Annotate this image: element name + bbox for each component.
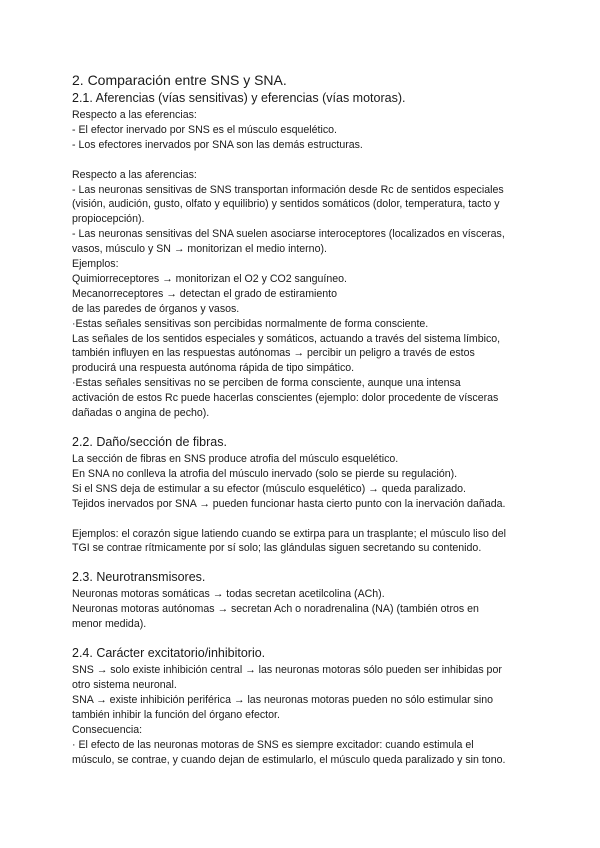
aferencias-line: Ejemplos: — [72, 258, 119, 271]
aferencias-line: Quimiorreceptores → monitorizan el O2 y CO2 sanguíneo. — [72, 272, 347, 285]
eferencias-line: - Los efectores inervados por SNA son las demás estructuras. — [72, 138, 363, 151]
excitatory-line: SNA → existe inhibición periférica → las neuronas motoras pueden no sólo estimular sino — [72, 693, 494, 706]
aferencias-line: vasos, músculo y SN → monitorizan el medio interno). — [72, 243, 327, 256]
excitatory-line: músculo, se contrae, y cuando dejan de estimularlo, el músculo queda paralizado y sin tono. — [72, 753, 506, 766]
excitatory-line: otro sistema neuronal. — [72, 678, 177, 691]
aferencias-line: propiocepción). — [72, 213, 145, 226]
damage-line: Si el SNS deja de estimular a su efector (músculo esquelético) → queda paralizado. — [72, 482, 466, 495]
subsection-title-2-4: 2.4. Carácter excitatorio/inhibitorio. — [72, 646, 266, 661]
eferencias-intro: Respecto a las eferencias: — [72, 109, 197, 121]
aferencias-line: - Las neuronas sensitivas del SNA suelen asociarse interoceptores (localizados en vísceras, — [72, 228, 505, 241]
eferencias-line: - El efector inervado por SNS es el músculo esquelético. — [72, 123, 337, 136]
damage-example-line: Ejemplos: el corazón sigue latiendo cuando se extirpa para un trasplante; el músculo liso del — [72, 527, 507, 540]
aferencias-line: producirá una respuesta autónoma rápida de tipo simpático. — [72, 362, 355, 375]
aferencias-line: ·Estas señales sensitivas son percibidas normalmente de forma consciente. — [72, 317, 429, 330]
subsection-title-2-3: 2.3. Neurotransmisores. — [72, 570, 206, 585]
damage-example-line: TGI se contrae rítmicamente por sí solo; las glándulas siguen secretando su contenido. — [72, 542, 482, 555]
aferencias-line: dañadas o angina de pecho). — [72, 407, 210, 420]
aferencias-line: Mecanorreceptores → detectan el grado de estiramiento — [72, 287, 337, 300]
subsection-title-2-1: 2.1. Aferencias (vías sensitivas) y eferencias (vías motoras). — [72, 91, 406, 105]
neurotransmitter-line: Neuronas motoras somáticas → todas secretan acetilcolina (ACh). — [72, 588, 385, 601]
aferencias-intro: Respecto a las aferencias: — [72, 168, 197, 181]
section-title: 2. Comparación entre SNS y SNA. — [72, 72, 287, 88]
neurotransmitter-line: Neuronas motoras autónomas → secretan Ach o noradrenalina (NA) (también otros en — [72, 603, 479, 616]
aferencias-line: ·Estas señales sensitivas no se perciben de forma consciente, aunque una intensa — [72, 377, 461, 390]
aferencias-line: (visión, audición, gusto, olfato y equilibrio) y sentidos somáticos (dolor, temperatura, tacto y — [72, 198, 500, 211]
aferencias-line: Las señales de los sentidos especiales y somáticos, actuando a través del sistema límbico, — [72, 332, 501, 345]
excitatory-line: · El efecto de las neuronas motoras de SNS es siempre excitador: cuando estimula el — [72, 738, 474, 751]
subsection-title-2-2: 2.2. Daño/sección de fibras. — [72, 435, 227, 450]
excitatory-line: SNS → solo existe inhibición central → las neuronas motoras sólo pueden ser inhibidas por — [72, 664, 502, 677]
damage-line: Tejidos inervados por SNA → pueden funcionar hasta cierto punto con la inervación dañada. — [72, 497, 506, 510]
aferencias-line: - Las neuronas sensitivas de SNS transportan información desde Rc de sentidos especiales — [72, 183, 504, 196]
damage-line: La sección de fibras en SNS produce atrofia del músculo esquelético. — [72, 453, 399, 466]
excitatory-line: también inhibir la función del órgano efector. — [72, 708, 280, 721]
aferencias-line: de las paredes de órganos y vasos. — [72, 302, 240, 315]
neurotransmitter-line: menor medida). — [72, 618, 147, 631]
aferencias-line: también influyen en las respuestas autónomas → percibir un peligro a través de estos — [72, 347, 475, 360]
excitatory-line: Consecuencia: — [72, 723, 143, 736]
damage-line: En SNA no conlleva la atrofia del músculo inervado (solo se pierde su regulación). — [72, 467, 458, 480]
aferencias-line: activación de estos Rc puede hacerlas conscientes (ejemplo: dolor procedente de vísceras — [72, 392, 499, 405]
